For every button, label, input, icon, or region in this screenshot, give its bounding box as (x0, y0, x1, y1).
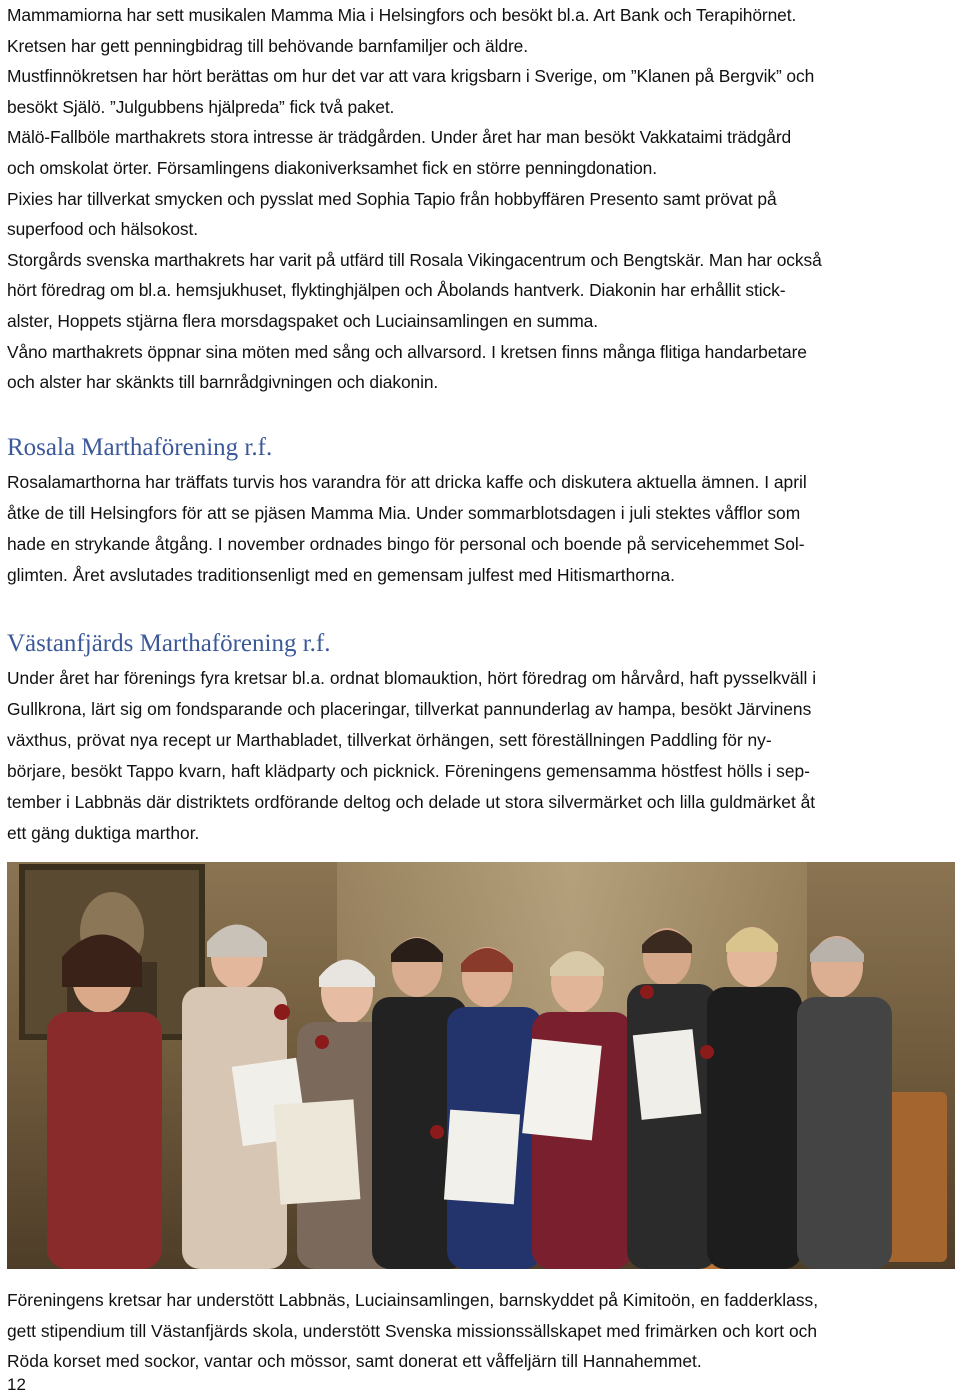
text-line: alster, Hoppets stjärna flera morsdagspaket och Luciainsamlingen en summa. (7, 310, 598, 331)
text-line: Föreningens kretsar har understött Labbnäs, Luciainsamlingen, barnskyddet på Kimitoön, en fadderklass, (7, 1290, 819, 1310)
text-line: Mustfinnökretsen har hört berättas om hur det var att vara krigsbarn i Sverige, om ”Klanen på Bergvik” och (7, 66, 815, 87)
text-line: och alster har skänkts till barnrådgivningen och diakonin. (7, 372, 439, 393)
text-line: Kretsen har gett penningbidrag till behövande barnfamiljer och äldre. (7, 35, 528, 56)
text-line: ett gäng duktiga marthor. (7, 823, 200, 843)
text-line: hört föredrag om bl.a. hemsjukhuset, flyktinghjälpen och Åbolands hantverk. Diakonin har erhållit stick- (7, 280, 786, 301)
text-line: hade en strykande åtgång. I november ordnades bingo för personal och boende på servicehemmet Sol- (7, 534, 805, 554)
text-line: och omskolat örter. Församlingens diakoniverksamhet fick en större penningdonation. (7, 157, 657, 178)
vastanfjard-paragraph (7, 663, 957, 849)
text-line: Storgårds svenska marthakrets har varit på utfärd till Rosala Vikingacentrum och Bengtskär. Man har också (7, 249, 822, 270)
text-line: tember i Labbnäs där distriktets ordförande deltog och delade ut stora silvermärket och lilla guldmärket åt (7, 792, 816, 812)
text-line: Röda korset med sockor, vantar och mössor, samt donerat ett våffeljärn till Hannahemmet. (7, 1351, 702, 1371)
intro-paragraphs (7, 0, 957, 398)
text-line: Under året har förenings fyra kretsar bl.a. ordnat blomauktion, hört föredrag om hårvård, haft pysselkväll i (7, 668, 817, 688)
text-line: Pixies har tillverkat smycken och pysslat med Sophia Tapio från hobbyffären Presento samt prövat på (7, 188, 777, 209)
text-line: Mammamiorna har sett musikalen Mamma Mia i Helsingfors och besökt bl.a. Art Bank och Terapihörnet. (7, 5, 797, 25)
text-line: besökt Själö. ”Julgubbens hjälpreda” fick två paket. (7, 96, 395, 117)
closing-paragraph (7, 1285, 957, 1377)
group-photo (7, 862, 955, 1269)
text-line: Rosalamarthorna har träffats turvis hos varandra för att dricka kaffe och diskutera aktuella ämnen. I april (7, 472, 807, 492)
section-heading-vastanfjard: Västanfjärds Marthaförening r.f. (7, 630, 331, 657)
text-line: börjare, besökt Tappo kvarn, haft klädparty och picknick. Föreningens gemensamma höstfest hölls i sep- (7, 761, 810, 781)
text-line: superfood och hälsokost. (7, 219, 198, 240)
page-number: 12 (7, 1375, 26, 1394)
text-line: glimten. Året avslutades traditionsenligt med en gemensam julfest med Hitismarthorna. (7, 565, 675, 585)
group-photo-illustration (7, 862, 955, 1269)
text-line: åtke de till Helsingfors för att se pjäsen Mamma Mia. Under sommarblotsdagen i juli stektes våfflor som (7, 503, 801, 523)
text-line: Våno marthakrets öppnar sina möten med sång och allvarsord. I kretsen finns många flitiga handarbetare (7, 341, 807, 362)
text-line: växthus, prövat nya recept ur Marthabladet, tillverkat örhängen, sett föreställningen Paddling för ny- (7, 730, 772, 750)
text-line: Gullkrona, lärt sig om fondsparande och placeringar, tillverkat pannunderlag av hampa, besökt Järvinens (7, 699, 812, 719)
section-heading-rosala: Rosala Marthaförening r.f. (7, 434, 273, 461)
rosala-paragraph (7, 467, 957, 591)
text-line: gett stipendium till Västanfjärds skola, understött Svenska missionssällskapet med frimärken och kort och (7, 1320, 817, 1341)
text-line: Mälö-Fallböle marthakrets stora intresse är trädgården. Under året har man besökt Vakkataimi trädgård (7, 127, 792, 148)
